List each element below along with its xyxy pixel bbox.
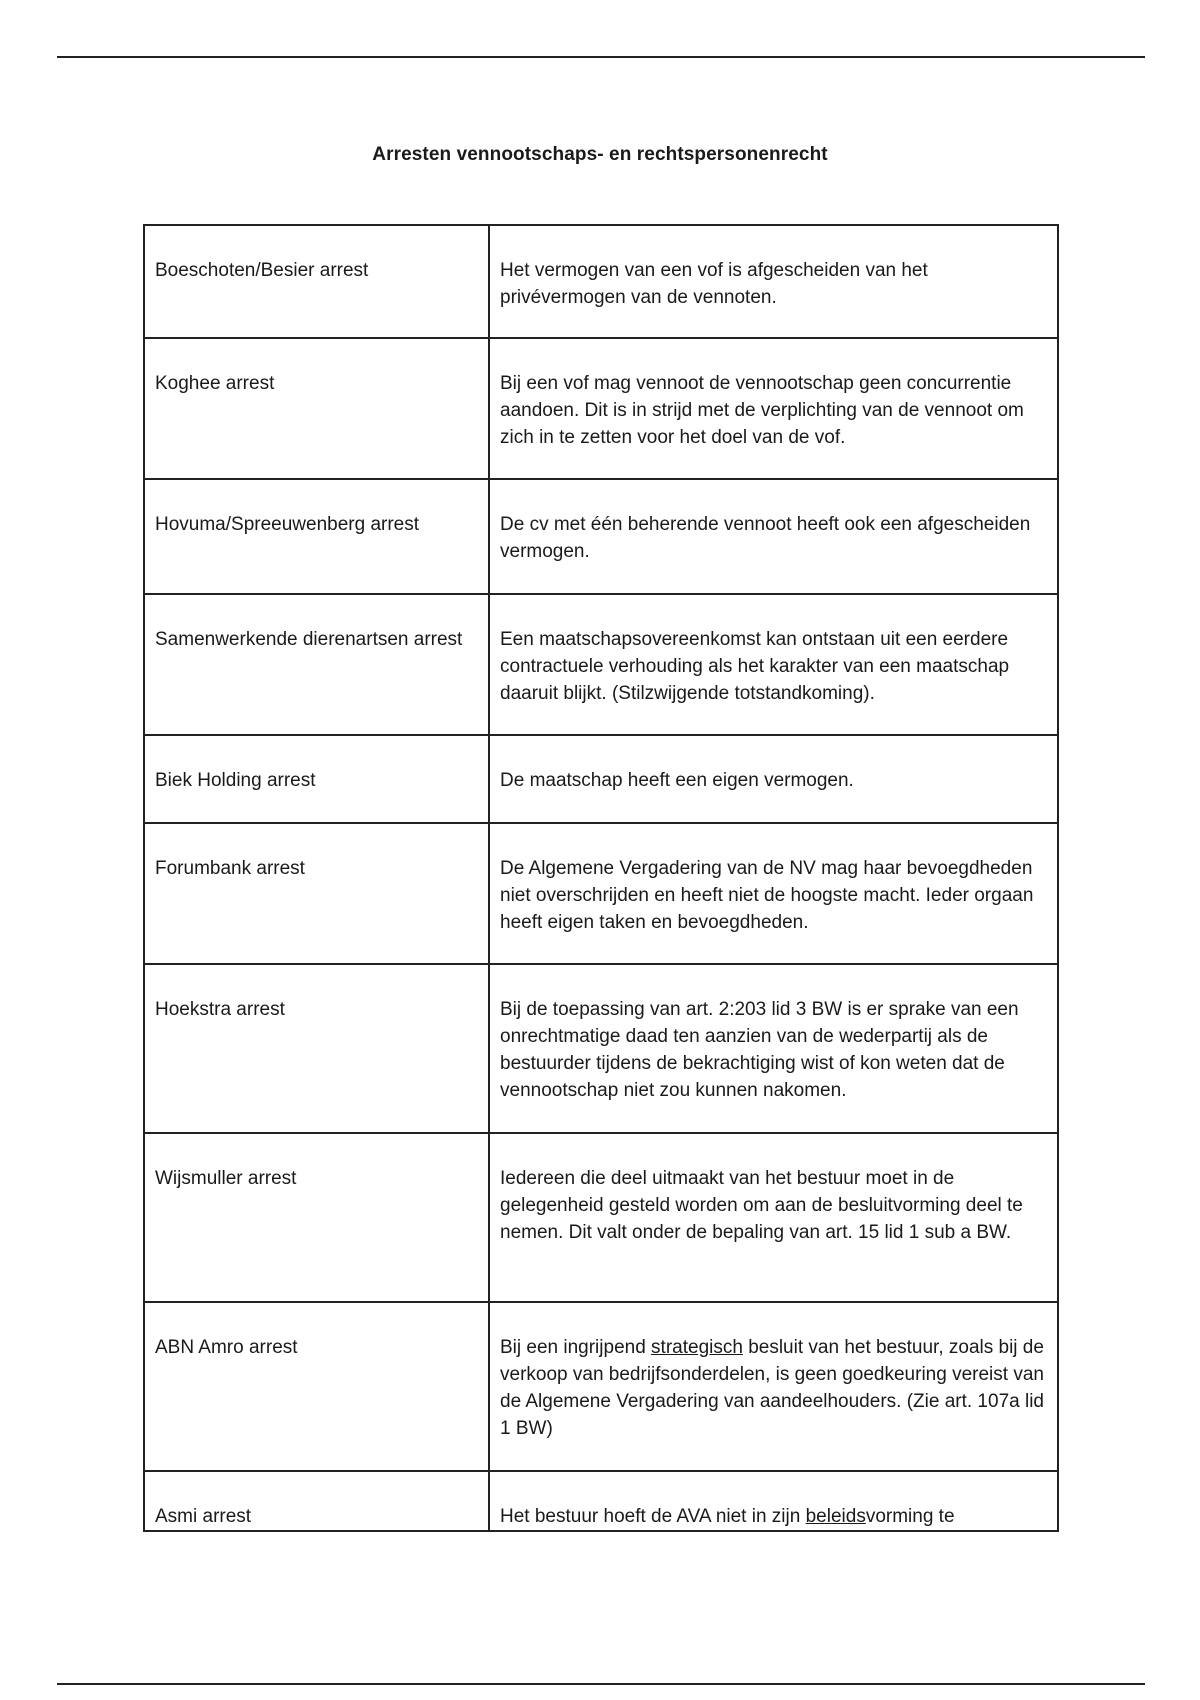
page-title: Arresten vennootschaps- en rechtspersonenrecht — [372, 144, 828, 165]
case-summary: De maatschap heeft een eigen vermogen. — [489, 735, 1057, 823]
case-name: ABN Amro arrest — [145, 1302, 489, 1471]
underlined-term: strategisch — [651, 1337, 743, 1358]
table-row — [145, 594, 1057, 735]
summary-text: besluit van het bestuur, zoals bij de verkoop van bedrijfsonderdelen, is geen goedkeuring vereist van de Algemene Vergadering van aandeelhouders. (Zie art. 107a lid 1 BW) — [500, 1337, 1044, 1439]
case-name: Hovuma/Spreeuwenberg arrest — [145, 479, 489, 594]
table-row — [145, 479, 1057, 594]
case-summary — [489, 1302, 1057, 1471]
case-summary: Het vermogen van een vof is afgescheiden van het privévermogen van de vennoten. — [489, 226, 1057, 338]
header-rule — [57, 56, 1145, 58]
footer-rule — [57, 1683, 1145, 1685]
underlined-term: beleids — [805, 1506, 866, 1527]
case-name: Asmi arrest — [145, 1471, 489, 1532]
case-summary: Iedereen die deel uitmaakt van het bestuur moet in de gelegenheid gesteld worden om aan de besluitvorming deel te nemen. Dit valt onder de bepaling van art. 15 lid 1 sub a BW. — [489, 1133, 1057, 1302]
cases-table — [143, 224, 1059, 1532]
table-row — [145, 338, 1057, 479]
case-name: Boeschoten/Besier arrest — [145, 226, 489, 338]
case-name: Forumbank arrest — [145, 823, 489, 964]
table-row — [145, 823, 1057, 964]
case-name: Samenwerkende dierenartsen arrest — [145, 594, 489, 735]
case-name: Koghee arrest — [145, 338, 489, 479]
table-row — [145, 1302, 1057, 1471]
table-row — [145, 1471, 1057, 1532]
summary-text: Het bestuur hoeft de AVA niet in zijn — [500, 1506, 806, 1527]
table-row — [145, 964, 1057, 1133]
case-summary: De cv met één beherende vennoot heeft ook een afgescheiden vermogen. — [489, 479, 1057, 594]
case-name: Biek Holding arrest — [145, 735, 489, 823]
table-row — [145, 1133, 1057, 1302]
case-summary: Bij een vof mag vennoot de vennootschap geen concurrentie aandoen. Dit is in strijd met de verplichting van de vennoot om zich in te zetten voor het doel van de vof. — [489, 338, 1057, 479]
case-name: Hoekstra arrest — [145, 964, 489, 1133]
table-row — [145, 735, 1057, 823]
case-summary: De Algemene Vergadering van de NV mag haar bevoegdheden niet overschrijden en heeft niet de hoogste macht. Ieder orgaan heeft eigen taken en bevoegdheden. — [489, 823, 1057, 964]
case-summary: Een maatschapsovereenkomst kan ontstaan uit een eerdere contractuele verhouding als het karakter van een maatschap daaruit blijkt. (Stilzwijgende totstandkoming). — [489, 594, 1057, 735]
summary-text: Bij een ingrijpend — [500, 1337, 652, 1358]
summary-text: vorming te — [865, 1506, 955, 1527]
case-summary: Bij de toepassing van art. 2:203 lid 3 BW is er sprake van een onrechtmatige daad ten aanzien van de wederpartij als de bestuurder tijdens de bekrachtiging wist of kon weten dat de vennootschap niet zou kunnen nakomen. — [489, 964, 1057, 1133]
case-name: Wijsmuller arrest — [145, 1133, 489, 1302]
case-summary — [489, 1471, 1057, 1532]
table-row — [145, 226, 1057, 338]
